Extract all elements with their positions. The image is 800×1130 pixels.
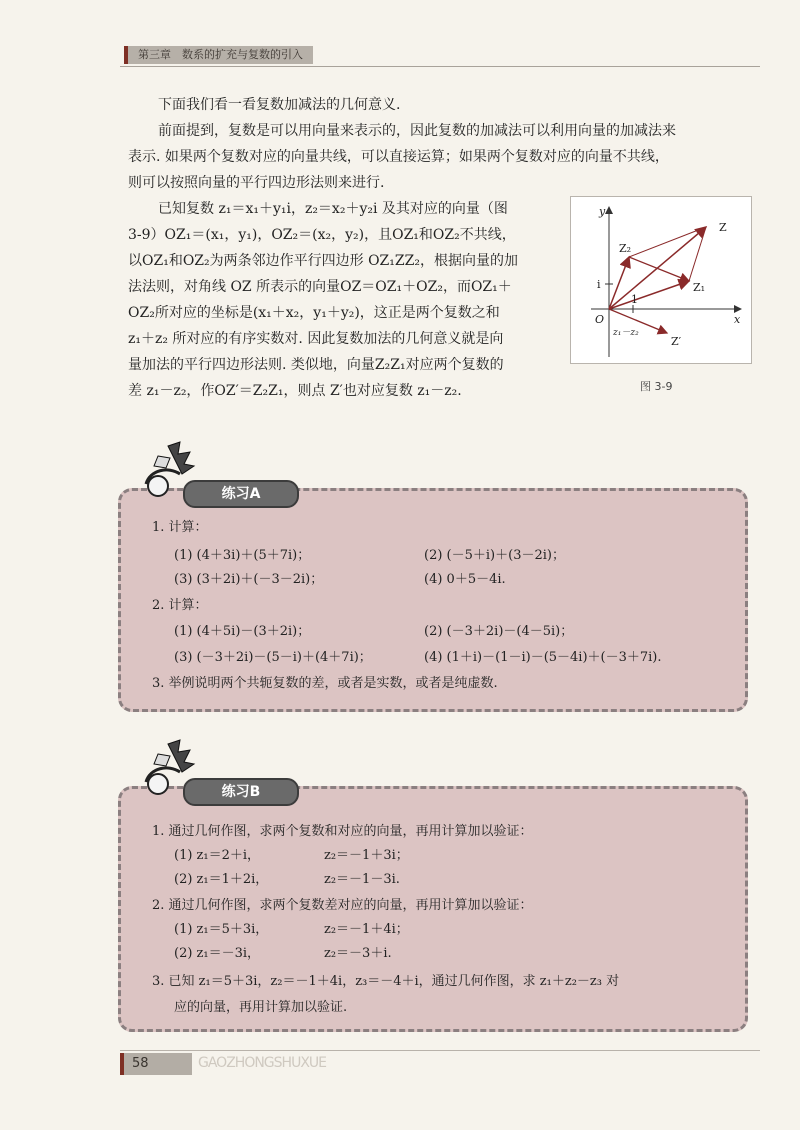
ex-a-q2-4: (4) (1＋i)－(1－i)－(5－4i)＋(－3＋7i). bbox=[424, 650, 662, 665]
para3-line5: OZ₂所对应的坐标是(x₁＋x₂，y₁＋y₂)，这正是两个复数之和 bbox=[128, 305, 500, 321]
label-1: 1 bbox=[631, 293, 638, 306]
label-y: y bbox=[599, 205, 606, 218]
label-zp: Z′ bbox=[671, 335, 682, 348]
para2-line2: 表示. 如果两个复数对应的向量共线，可以直接运算；如果两个复数对应的向量不共线， bbox=[128, 149, 669, 165]
page-footer bbox=[120, 1050, 760, 1075]
para3-line6: z₁＋z₂ 所对应的有序实数对. 因此复数加法的几何意义就是向 bbox=[128, 331, 504, 347]
vector-z2z1 bbox=[629, 257, 689, 281]
ex-b-q1-2a: (2) z₁＝1＋2i， bbox=[174, 872, 269, 887]
para3-line4: 法法则，对角线 OZ 所表示的向量OZ＝OZ₁＋OZ₂，而OZ₁＋ bbox=[128, 279, 512, 295]
ex-b-q2-2a: (2) z₁＝－3i， bbox=[174, 946, 261, 961]
exercise-b-header bbox=[128, 738, 308, 808]
ex-a-q1-4: (4) 0＋5－4i. bbox=[424, 572, 506, 587]
para2-line3: 则可以按照向量的平行四边形法则来进行. bbox=[128, 175, 385, 191]
ex-b-q1-1b: z₂＝－1＋3i； bbox=[324, 848, 409, 863]
intro-line: 下面我们看一看复数加减法的几何意义. bbox=[158, 97, 401, 113]
page-header bbox=[120, 44, 760, 67]
vector-diagram bbox=[571, 197, 751, 363]
label-z2: Z₂ bbox=[619, 242, 632, 255]
label-z1: Z₁ bbox=[693, 281, 706, 294]
label-diff: z₁－z₂ bbox=[613, 328, 639, 338]
ex-a-q1: 1. 计算： bbox=[152, 520, 208, 535]
ex-b-q3-line2: 应的向量，再用计算加以验证. bbox=[174, 1000, 348, 1015]
ex-a-q2-2: (2) (－3＋2i)－(4－5i)； bbox=[424, 624, 574, 639]
ex-a-q2-1: (1) (4＋5i)－(3＋2i)； bbox=[174, 624, 311, 639]
ex-b-q2: 2. 通过几何作图，求两个复数差对应的向量，再用计算加以验证： bbox=[152, 898, 533, 913]
exercise-a-title: 练习A bbox=[183, 480, 299, 508]
para3-line8: 差 z₁－z₂，作OZ′＝Z₂Z₁，则点 Z′也对应复数 z₁－z₂. bbox=[128, 383, 462, 399]
vector-oz1 bbox=[609, 281, 689, 309]
para3-line7: 量加法的平行四边形法则. 类似地，向量Z₂Z₁对应两个复数的 bbox=[128, 357, 504, 373]
para3-line2: 3-9）OZ₁＝(x₁，y₁)，OZ₂＝(x₂，y₂)，且OZ₁和OZ₂不共线， bbox=[128, 227, 516, 243]
ex-a-q1-1: (1) (4＋3i)＋(5＋7i)； bbox=[174, 548, 311, 563]
figure-3-9 bbox=[570, 196, 752, 364]
exercise-a-header bbox=[128, 440, 308, 510]
ex-b-q2-1a: (1) z₁＝5＋3i， bbox=[174, 922, 269, 937]
ex-a-q2-3: (3) (－3＋2i)－(5－i)＋(4＋7i)； bbox=[174, 650, 372, 665]
figure-caption: 图 3-9 bbox=[640, 380, 673, 393]
footer-watermark: GAOZHONGSHUXUE bbox=[198, 1055, 327, 1071]
ex-b-q2-2b: z₂＝－3＋i. bbox=[324, 946, 392, 961]
ex-b-q1: 1. 通过几何作图，求两个复数和对应的向量，再用计算加以验证： bbox=[152, 824, 533, 839]
para2-line1: 前面提到，复数是可以用向量来表示的，因此复数的加减法可以利用向量的加减法来 bbox=[158, 123, 676, 139]
label-o: O bbox=[595, 313, 605, 326]
ex-a-q3: 3. 举例说明两个共轭复数的差，或者是实数，或者是纯虚数. bbox=[152, 676, 498, 691]
ex-a-q1-3: (3) (3＋2i)＋(－3－2i)； bbox=[174, 572, 324, 587]
ex-b-q2-1b: z₂＝－1＋4i； bbox=[324, 922, 409, 937]
para3-line3: 以OZ₁和OZ₂为两条邻边作平行四边形 OZ₁ZZ₂，根据向量的加 bbox=[128, 253, 518, 269]
ex-b-q1-1a: (1) z₁＝2＋i， bbox=[174, 848, 261, 863]
label-i: i bbox=[597, 278, 601, 291]
chapter-title: 第三章 数系的扩充与复数的引入 bbox=[124, 46, 313, 64]
label-x: x bbox=[734, 313, 741, 326]
ex-b-q3-line1: 3. 已知 z₁＝5＋3i，z₂＝－1＋4i，z₃＝－4＋i，通过几何作图，求 z₁＋z₂－z₃ 对 bbox=[152, 974, 620, 989]
ex-b-q1-2b: z₂＝－1－3i. bbox=[324, 872, 400, 887]
exercise-b-title: 练习B bbox=[183, 778, 299, 806]
ex-a-q1-2: (2) (－5＋i)＋(3－2i)； bbox=[424, 548, 565, 563]
label-z: Z bbox=[719, 221, 727, 234]
edge-z2z bbox=[629, 227, 706, 257]
ex-a-q2: 2. 计算： bbox=[152, 598, 208, 613]
page-number: 58 bbox=[120, 1053, 192, 1075]
para3-line1: 已知复数 z₁＝x₁＋y₁i，z₂＝x₂＋y₂i 及其对应的向量（图 bbox=[158, 201, 508, 217]
